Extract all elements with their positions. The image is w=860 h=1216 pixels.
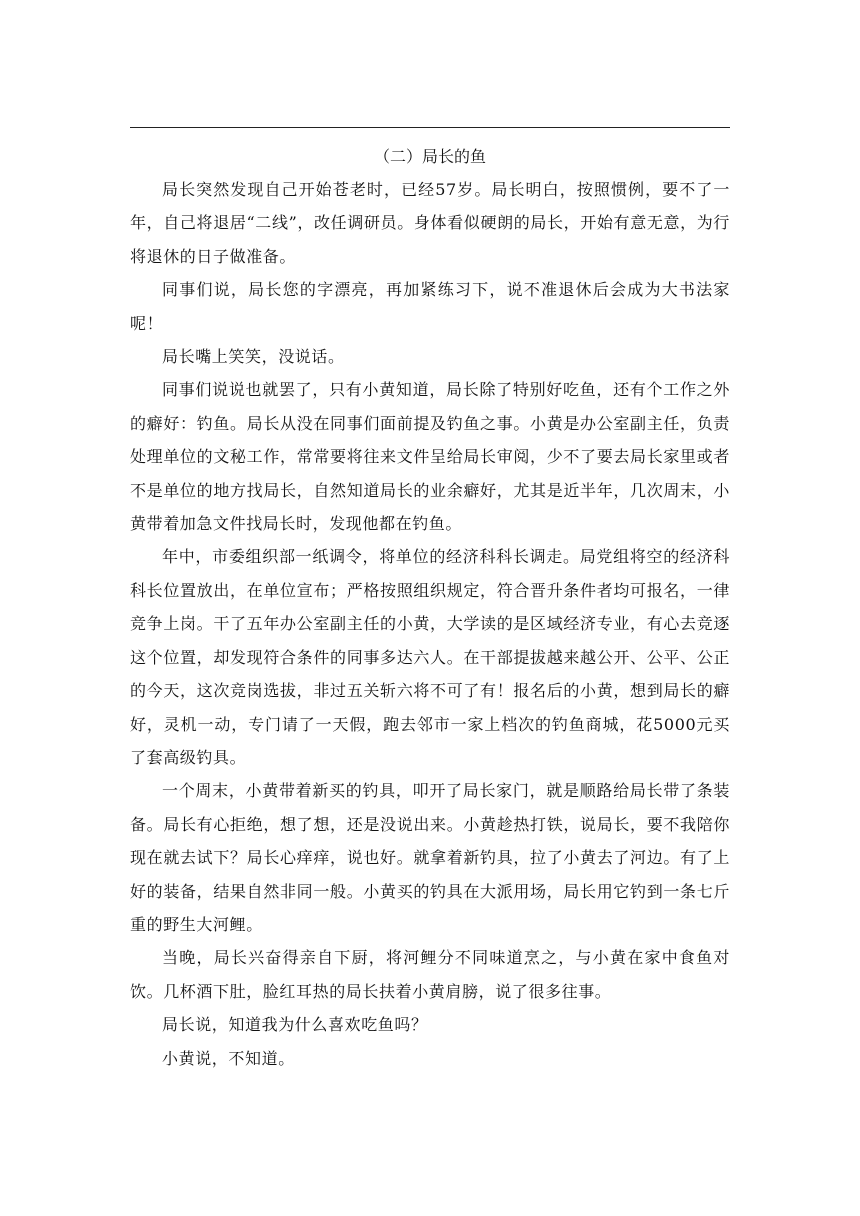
paragraph-9: 小黄说，不知道。 bbox=[162, 1048, 295, 1068]
paragraph-6: 一个周末，小黄带着新买的钓具，叩开了局长家门，就是顺路给局长带了条装备。局长有心拒绝，想了想，还是没说出来。小黄趁热打铁，说局长，要不我陪你现在就去试下？局长心痒痒，说也好。就拿着新钓具，拉了小黄去了河边。有了上好的装备，结果自然非同一般。小黄买的钓具在大派用场，局长用它钓到一条七斤重的野生大河鲤。 bbox=[130, 781, 730, 934]
paragraph-4: 同事们说说也就罢了，只有小黄知道，局长除了特别好吃鱼，还有个工作之外的癖好：钓鱼。局长从没在同事们面前提及钓鱼之事。小黄是办公室副主任，负责处理单位的文秘工作，常常要将往来文件呈给局长审阅，少不了要去局长家里或者不是单位的地方找局长，自然知道局长的业余癖好，尤其是近半年，几次周末，小黄带着加急文件找局长时，发现他都在钓鱼。 bbox=[130, 380, 730, 534]
header-divider bbox=[130, 127, 730, 128]
paragraph-8: 局长说，知道我为什么喜欢吃鱼吗？ bbox=[162, 1015, 428, 1035]
paragraph-2: 同事们说，局长您的字漂亮，再加紧练习下，说不准退休后会成为大书法家呢！ bbox=[130, 280, 730, 333]
paragraph-3: 局长嘴上笑笑，没说话。 bbox=[162, 347, 345, 367]
paragraph-7: 当晚，局长兴奋得亲自下厨，将河鲤分不同味道烹之，与小黄在家中食鱼对饮。几杯酒下肚，脸红耳热的局长扶着小黄肩膀，说了很多往事。 bbox=[130, 948, 730, 1001]
document-title: （二）局长的鱼 bbox=[373, 147, 486, 166]
paragraph-1: 局长突然发现自己开始苍老时，已经57岁。局长明白，按照惯例，要不了一年，自己将退居“二线”，改任调研员。身体看似硬朗的局长，开始有意无意，为行将退休的日子做准备。 bbox=[130, 180, 730, 266]
paragraph-5: 年中，市委组织部一纸调令，将单位的经济科科长调走。局党组将空的经济科科长位置放出，在单位宣布；严格按照组织规定，符合晋升条件者均可报名，一律竞争上岗。干了五年办公室副主任的小黄，大学读的是区域经济专业，有心去竞逐这个位置，却发现符合条件的同事多达六人。在干部提拔越来越公开、公平、公正的今天，这次竞岗选拔，非过五关斩六将不可了有！报名后的小黄，想到局长的癖好，灵机一动，专门请了一天假，跑去邻市一家上档次的钓鱼商城，花5000元买了套高级钓具。 bbox=[130, 547, 730, 767]
document-body bbox=[130, 140, 730, 1075]
